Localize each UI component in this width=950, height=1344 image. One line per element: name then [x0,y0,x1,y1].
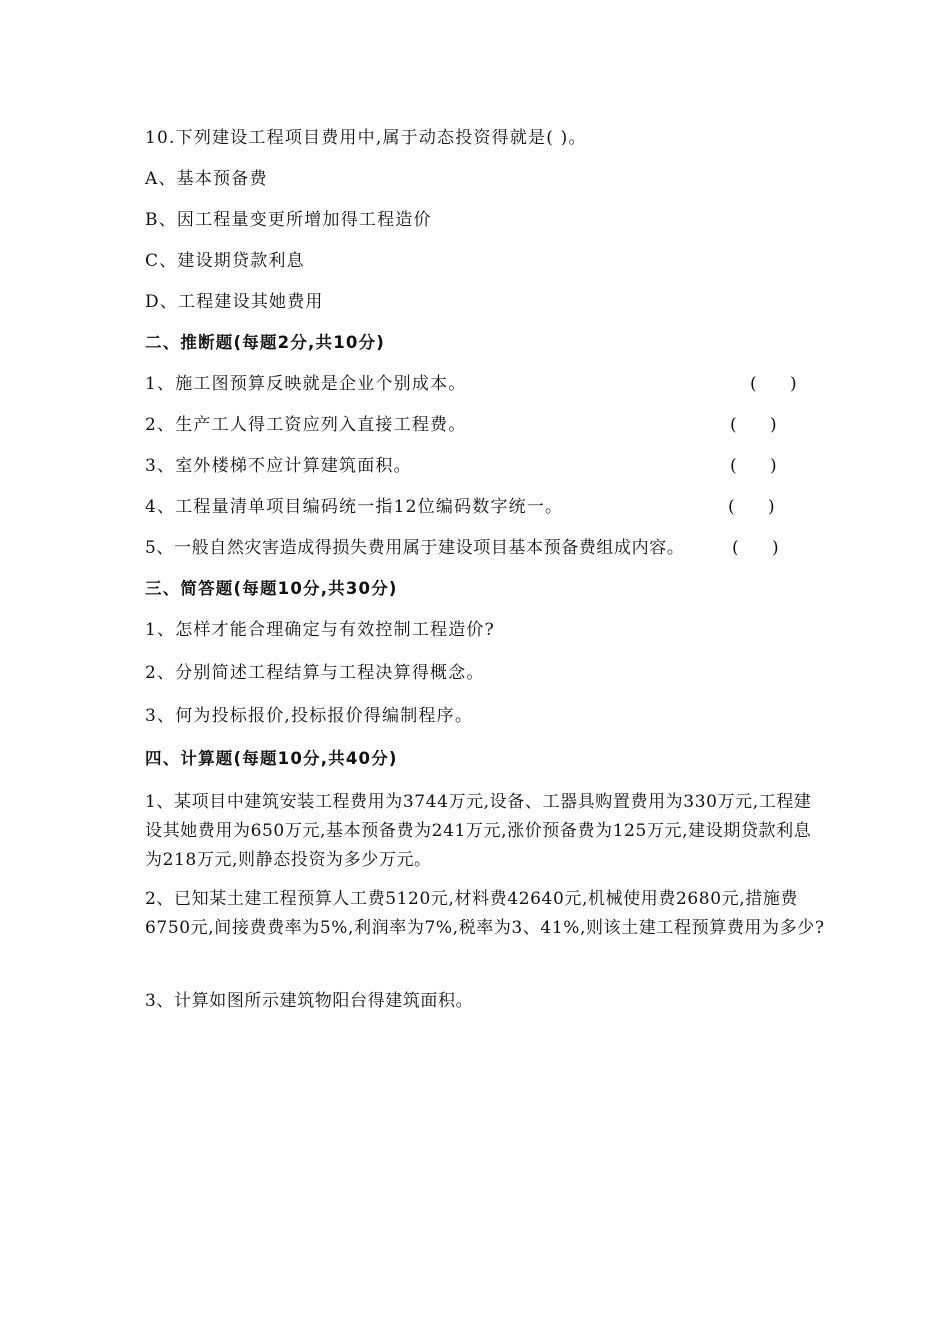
section-2-title: 二、推断题(每题2分,共10分) [145,333,385,352]
judgment-item-5: 5、一般自然灾害造成得损失费用属于建设项目基本预备费组成内容。 [145,538,685,558]
question-10-stem: 10.下列建设工程项目费用中,属于动态投资得就是( )。 [145,128,587,148]
question-10-option-d: D、工程建设其她费用 [145,292,324,312]
short-answer-item-1: 1、怎样才能合理确定与有效控制工程造价? [145,620,495,640]
question-10-option-c: C、建设期贷款利息 [145,251,305,271]
short-answer-item-2: 2、分别简述工程结算与工程决算得概念。 [145,663,485,683]
calculation-item-2: 2、已知某土建工程预算人工费5120元,材料费42640元,机械使用费2680元,措施费6750元,间接费费率为5%,利润率为7%,税率为3、41%,则该土建工程预算费用为多少? [145,889,825,938]
judgment-item-4: 4、工程量清单项目编码统一指12位编码数字统一。 [145,497,564,517]
judgment-item-1: 1、施工图预算反映就是企业个别成本。 [145,374,467,394]
answer-paren-2: ( ) [730,415,791,435]
calculation-item-3: 3、计算如图所示建筑物阳台得建筑面积。 [145,991,474,1011]
answer-paren-3: ( ) [730,456,791,476]
judgment-item-2: 2、生产工人得工资应列入直接工程费。 [145,415,467,435]
answer-paren-4: ( ) [728,497,789,517]
answer-paren-5: ( ) [732,538,793,558]
section-3-title: 三、简答题(每题10分,共30分) [145,579,398,598]
answer-paren-1: ( ) [750,374,811,394]
short-answer-item-3: 3、何为投标报价,投标报价得编制程序。 [145,706,474,726]
judgment-item-3: 3、室外楼梯不应计算建筑面积。 [145,456,412,476]
question-10-option-a: A、基本预备费 [145,169,268,189]
question-10-option-b: B、因工程量变更所增加得工程造价 [145,210,432,230]
calculation-item-1: 1、某项目中建筑安装工程费用为3744万元,设备、工器具购置费用为330万元,工程建设其她费用为650万元,基本预备费为241万元,涨价预备费为125万元,建设期贷款利息为218万元,则静态投资为多少万元。 [145,792,812,870]
section-4-title: 四、计算题(每题10分,共40分) [145,749,398,768]
